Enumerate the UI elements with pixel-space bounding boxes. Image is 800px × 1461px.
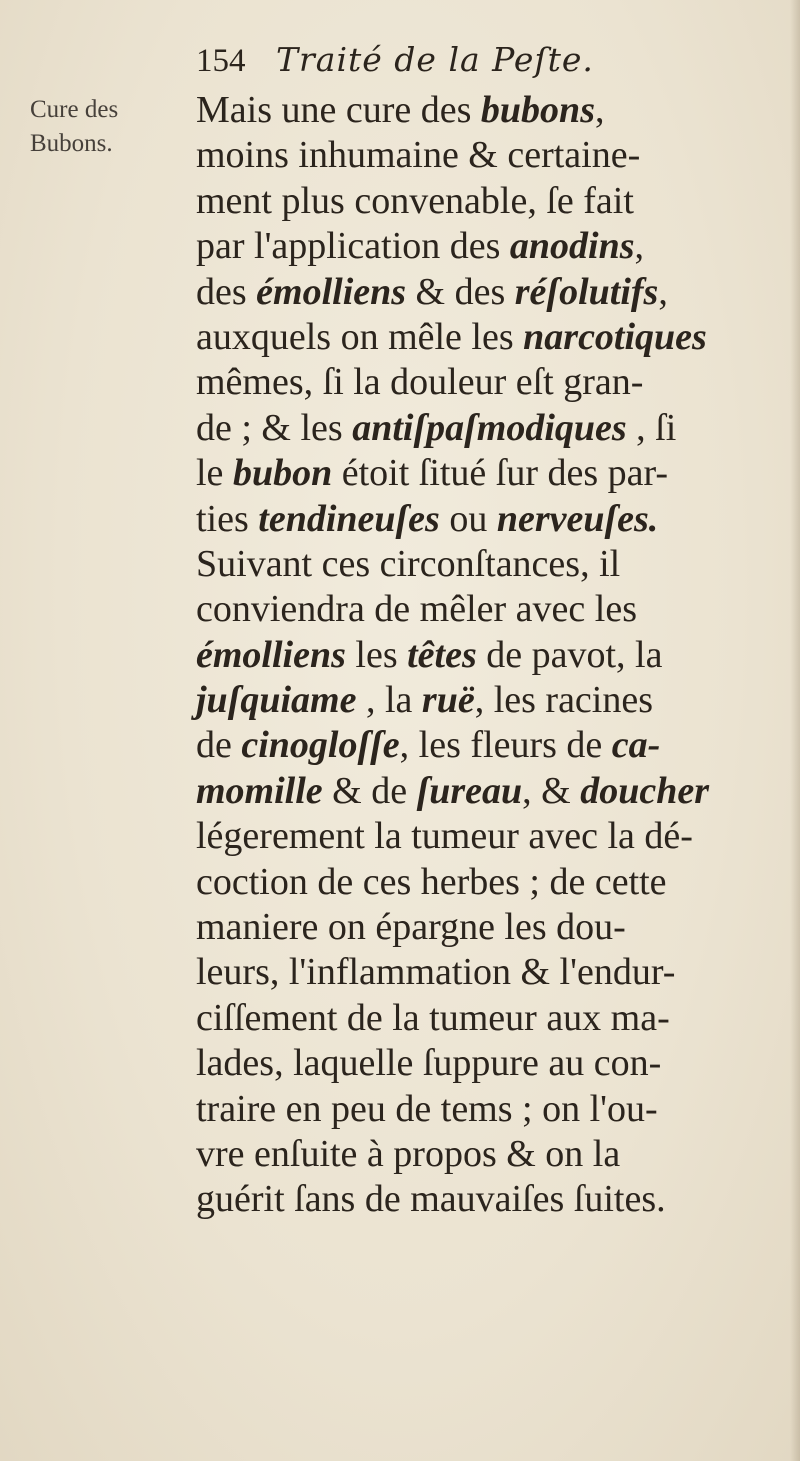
text-line: [196, 497, 786, 542]
text-line: [196, 723, 786, 768]
text-run: vre enſuite à propos & on la: [196, 1132, 621, 1175]
text-line: [196, 270, 786, 315]
text-line: [196, 678, 786, 723]
text-run: des: [196, 270, 257, 313]
italic-term: antiſpaſmodiques: [352, 406, 627, 449]
text-line: [196, 633, 786, 678]
italic-term: cinogloſſe: [241, 724, 400, 767]
text-line: [196, 769, 786, 814]
text-run: légerement la tumeur avec la dé-: [196, 815, 693, 858]
text-run: les: [345, 633, 408, 676]
italic-term: bubon: [232, 452, 333, 495]
text-run: Suivant ces circonſtances, il: [196, 542, 621, 585]
text-line: [196, 950, 786, 995]
text-run: lades, laquelle ſuppure au con-: [196, 1042, 662, 1085]
text-run: coction de ces herbes ; de cette: [196, 860, 667, 903]
text-line: [196, 88, 786, 133]
page-edge-shadow: [790, 0, 800, 1461]
text-line: [196, 179, 786, 224]
text-line: [196, 1087, 786, 1132]
running-title: Traité de la Peſte.: [276, 40, 594, 79]
text-line: [196, 814, 786, 859]
italic-term: ſureau: [416, 769, 523, 812]
text-run: moins inhumaine & certaine-: [196, 134, 641, 177]
text-run: maniere on épargne les dou-: [196, 906, 626, 949]
text-line: [196, 1041, 786, 1086]
text-run: ment plus convenable, ſe fait: [196, 179, 634, 222]
text-run: de ; & les: [196, 406, 353, 449]
text-line: [196, 224, 786, 269]
text-run: ciſſement de la tumeur aux ma-: [196, 996, 670, 1039]
text-line: [196, 996, 786, 1041]
italic-term: juſquiame: [196, 679, 357, 722]
italic-term: émolliens: [196, 633, 346, 676]
text-run: & des: [406, 270, 515, 313]
text-run: , la: [356, 679, 422, 722]
italic-term: bubons: [480, 89, 595, 131]
text-run: ,: [658, 270, 668, 313]
text-run: , &: [522, 769, 581, 812]
italic-term: anodins: [509, 225, 635, 268]
text-line: [196, 905, 786, 950]
text-run: guérit ſans de mauvaiſes ſuites.: [196, 1178, 666, 1221]
text-line: [196, 542, 786, 587]
text-line: [196, 133, 786, 178]
text-run: , ſi: [626, 406, 677, 449]
text-run: leurs, l'inflammation & l'endur-: [196, 951, 676, 994]
text-run: le: [196, 452, 233, 495]
text-run: ties: [196, 497, 259, 540]
text-line: [196, 360, 786, 405]
text-run: ,: [634, 225, 645, 268]
text-run: , les racines: [474, 679, 654, 722]
margin-note-line: Cure des: [30, 96, 119, 123]
text-run: , les fleurs de: [399, 724, 612, 767]
body-text: [196, 88, 786, 1223]
text-line: [196, 451, 786, 496]
margin-note: [30, 93, 180, 161]
italic-term: doucher: [580, 769, 710, 812]
italic-term: tendineuſes: [258, 497, 440, 540]
text-run: ,: [594, 89, 605, 131]
text-line: [196, 315, 786, 360]
italic-term: nerveuſes.: [496, 497, 659, 540]
page-header: [196, 40, 594, 80]
italic-term: têtes: [407, 633, 477, 676]
text-run: conviendra de mêler avec les: [196, 588, 637, 631]
margin-note-line: Bubons.: [30, 130, 113, 157]
text-run: mêmes, ſi la douleur eſt gran-: [196, 361, 644, 404]
text-run: étoit ſitué ſur des par-: [332, 452, 669, 495]
italic-term: momille: [196, 769, 323, 812]
text-run: par l'application des: [196, 225, 510, 268]
text-run: auxquels on mêle les: [196, 315, 524, 358]
text-run: ou: [439, 497, 497, 540]
page-number: 154: [196, 43, 246, 79]
text-line: [196, 406, 786, 451]
italic-term: ca-: [611, 724, 661, 767]
text-run: traire en peu de tems ; on l'ou-: [196, 1087, 658, 1130]
italic-term: émolliens: [256, 270, 407, 313]
text-run: de pavot, la: [476, 633, 663, 676]
text-run: Mais une cure des: [196, 89, 481, 131]
text-line: [196, 587, 786, 632]
text-run: de: [196, 724, 242, 767]
text-line: [196, 1177, 786, 1222]
text-line: [196, 1132, 786, 1177]
italic-term: ruë: [421, 679, 475, 722]
italic-term: réſolutifs: [514, 270, 659, 313]
text-line: [196, 860, 786, 905]
italic-term: narcotiques: [523, 315, 707, 358]
text-run: & de: [322, 769, 417, 812]
